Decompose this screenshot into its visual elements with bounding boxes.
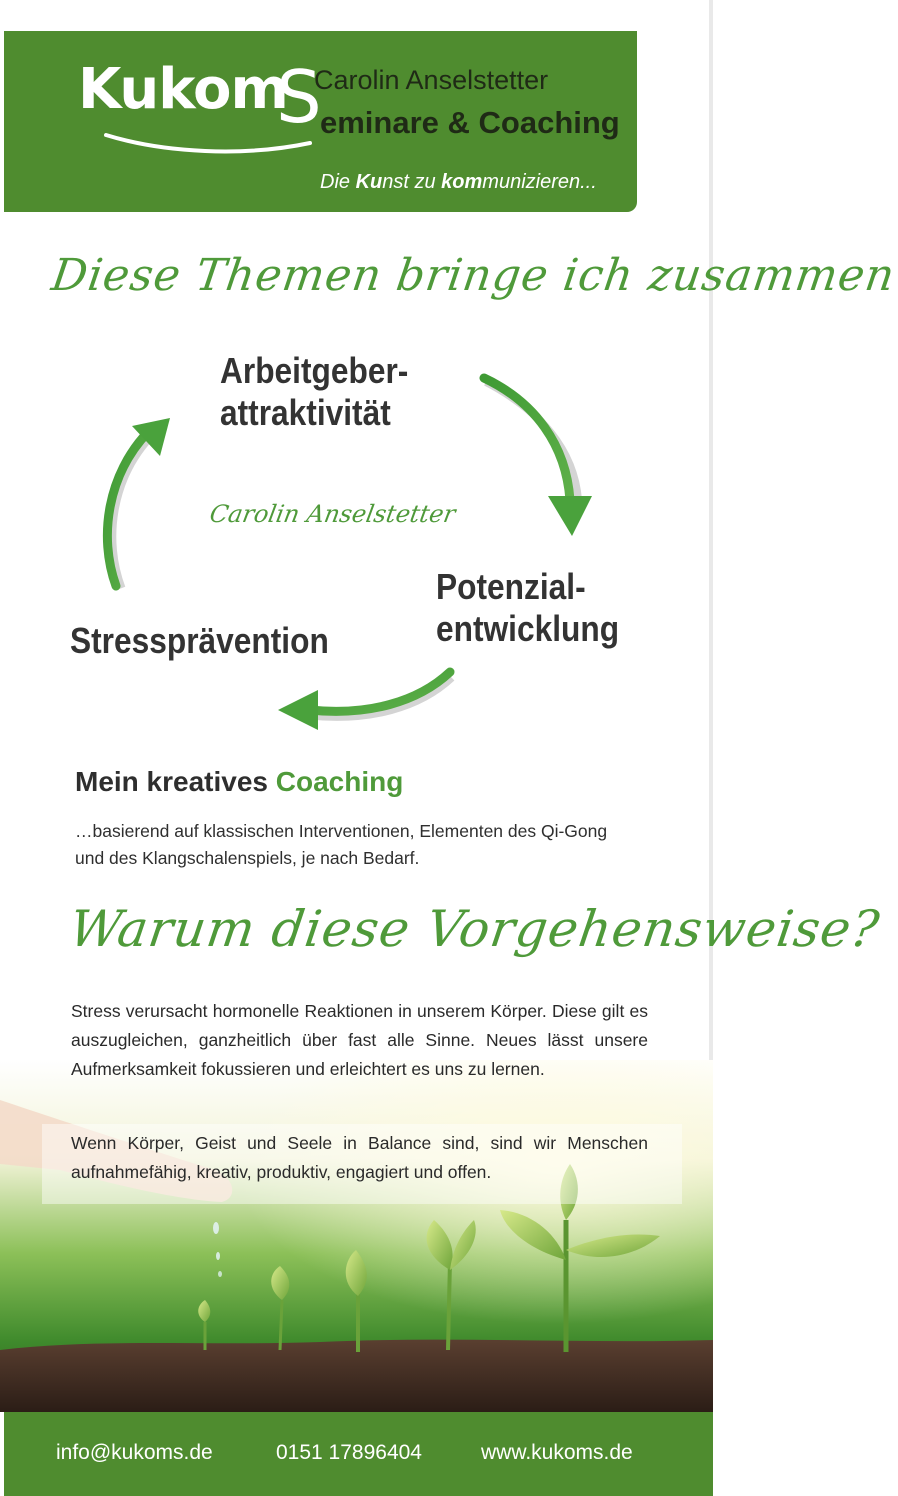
arrow-left-icon [107, 418, 170, 588]
footer-website-link[interactable]: www.kukoms.de [481, 1441, 633, 1464]
header-subtitle: eminare & Coaching [320, 105, 620, 140]
script-heading-why: Warum diese Vorgehensweise? [65, 900, 884, 958]
arrow-bottom-icon [278, 672, 452, 730]
why-paragraph-1: Stress verursacht hormonelle Reaktionen in unserem Körper. Diese gilt es auszugleichen, ganzheitlich über fast alle Sinne. Neues lässt unsere Aufmerksamkeit fokussieren und erleichtert es uns zu lernen. [71, 1001, 648, 1079]
logo-wordmark: Kukom [78, 57, 288, 122]
footer-email-link[interactable]: info@kukoms.de [56, 1441, 213, 1464]
cycle-label-potential: Potenzial- entwicklung [436, 566, 620, 649]
footer-phone[interactable]: 0151 17896404 [276, 1441, 422, 1464]
script-heading-topics: Diese Themen bringe ich zusammen [48, 250, 898, 301]
header-tagline: Die Kunst zu kommunizieren... [320, 171, 597, 193]
coaching-title: Mein kreatives Coaching [75, 766, 404, 797]
signature: Carolin Anselstetter [207, 500, 458, 528]
cycle-label-stress: Stressprävention [70, 620, 329, 661]
seedlings-photo [0, 1060, 713, 1412]
logo-s-letter: S [276, 55, 322, 139]
coaching-text: …basierend auf klassischen Interventionen, Elementen des Qi-Gong und des Klangschalenspiels, je nach Bedarf. [75, 821, 608, 868]
cycle-label-employer: Arbeitgeber- attraktivität [220, 350, 409, 433]
arrow-right-icon [484, 378, 592, 536]
header-name: Carolin Anselstetter [314, 65, 549, 95]
why-paragraph-2: Wenn Körper, Geist und Seele in Balance sind, sind wir Menschen aufnahmefähig, kreativ, produktiv, engagiert und offen. [71, 1133, 648, 1182]
